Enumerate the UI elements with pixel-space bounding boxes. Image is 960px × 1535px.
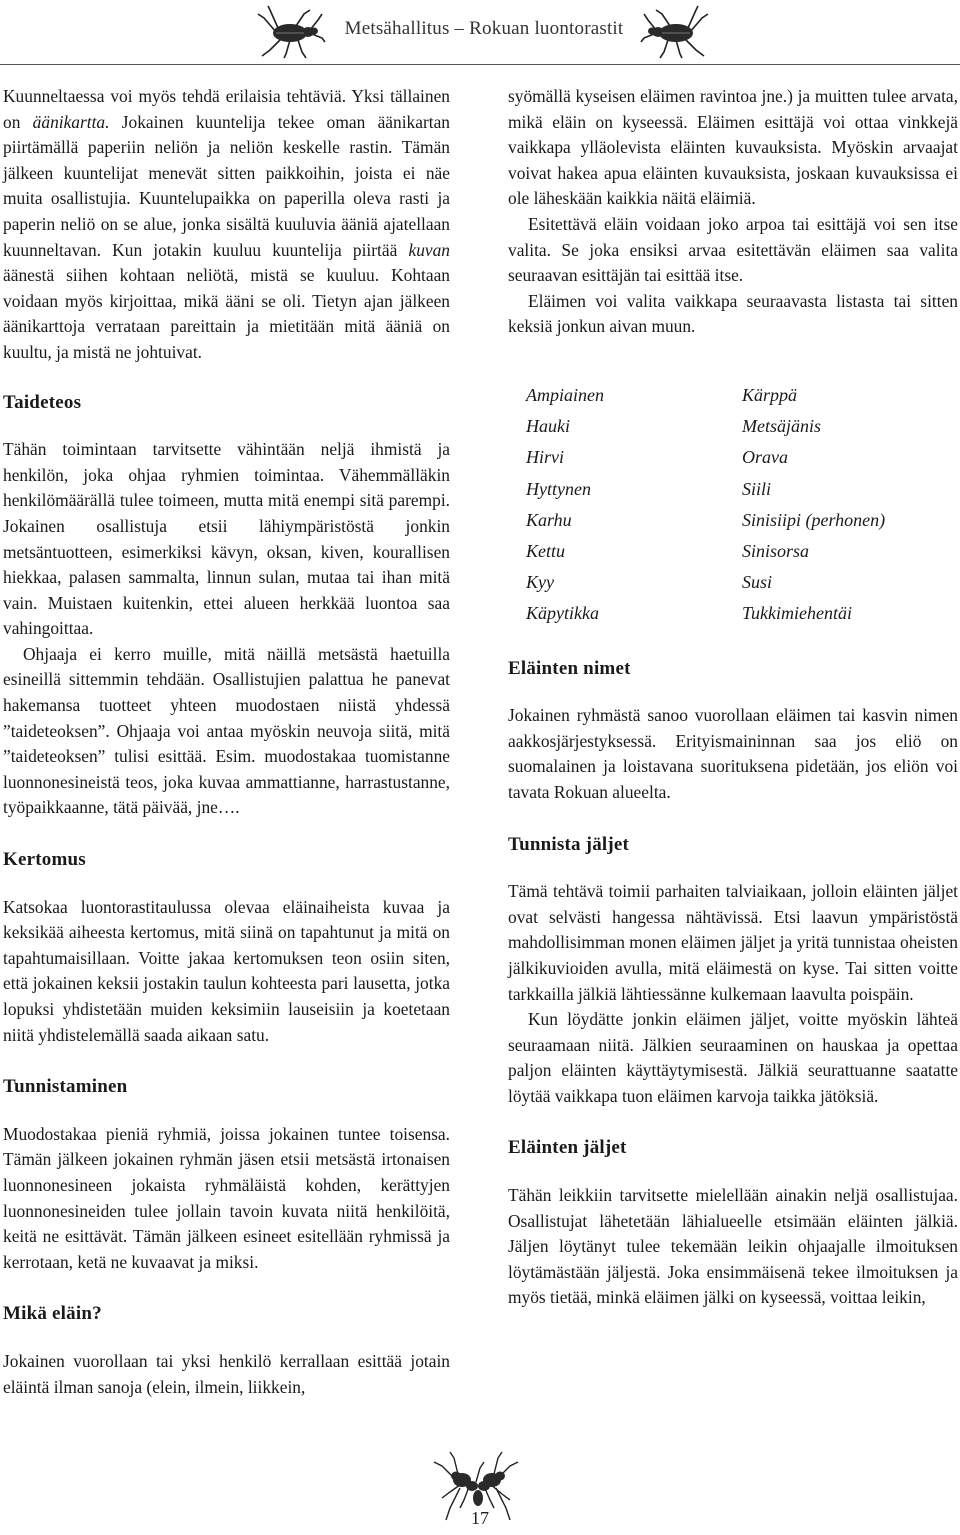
list-item: Siili [742,478,772,499]
continuation-paragraph-2: Esitettävä eläin voidaan joko arpoa tai esittäjä voi sen itse valita. Se joka ensiksi arvaa esitettävän eläimen saa valita seuraavan esittäjän tai esittää itse. [508,213,958,286]
list-item: Hirvi [526,447,564,468]
list-item: Tukkimiehentäi [742,603,852,624]
animal-list [526,380,958,630]
taideteos-paragraph-2: Ohjaaja ei kerro muille, mitä näillä metsästä haetuilla esineillä sittemmin tehdään. Osallistujien palattua he panevat hakemansa tuotteet yhteen muodostaen niistä yhdessä ”taideteoksen”. Ohjaaja voi antaa myöskin neuvoja siitä, mitä ”taideteoksen” tulisi esittää. Esim. muodostakaa tuomistanne luonnonesineistä teos, joka kuvaa ammattianne, harrastustanne, työpaikkaanne, tätä päivää, jne…. [3,643,450,818]
intro-emphasis-aanikartta: äänikartta. [32,111,110,132]
intro-paragraph [3,84,450,366]
heading-elainten-nimet: Eläinten nimet [508,657,631,679]
list-item: Kärppä [742,384,798,405]
list-item: Karhu [526,509,572,530]
list-item: Hyttynen [526,478,591,499]
animal-list-column-2 [742,380,958,630]
list-item: Sinisorsa [742,540,810,561]
heading-elainten-jaljet: Eläinten jäljet [508,1137,627,1159]
intro-text-1: Kuunneltaessa voi myös tehdä erilaisia tehtäviä. Yksi tällainen on [3,86,450,132]
heading-mika-elain: Mikä eläin? [3,1303,102,1325]
list-item: Kyy [526,572,554,593]
mika-elain-paragraph: Jokainen vuorollaan tai yksi henkilö kerrallaan esittää jotain eläintä ilman sanoja (elein, ilmein, liikkein, [3,1350,450,1397]
left-column [3,84,450,1400]
continuation-paragraph-1: syömällä kyseisen eläimen ravintoa jne.) ja muitten tulee arvata, mikä eläin on kyseessä. Eläimen esittäjä voi ottaa vinkkejä vaikkapa ylläolevista eläinten kuvauksista. Myöskin arvaajat voivat hakea apua eläinten kuvauksista, joskaan kuvauksissa ei ole läheskään kaikkia näitä eläimiä. [508,86,958,209]
beetle-icon [256,4,326,60]
list-item: Orava [742,447,788,468]
animal-list-column-1 [526,380,742,630]
page-header [0,0,960,68]
intro-emphasis-kuvan: kuvan [408,239,450,260]
elainten-jaljet-paragraph: Tähän leikkiin tarvitsette mielellään ainakin neljä osallistujaa. Osallistujat lähetetään lähialueelle etsimään eläinten jälkiä. Jäljen löytänyt tulee tekemään leikin ohjaajalle ilmoituksen löytämästään jäljestä. Joka ensimmäisenä tekee ilmoituksen ja myös tietää, minkä eläimen jälki on kyseessä, voittaa leikin, [508,1185,958,1308]
list-item: Kettu [526,540,565,561]
list-item: Metsäjänis [742,416,821,437]
intro-text-3: äänestä siihen kohtaan neliötä, mistä se kuuluu. Kohtaan voidaan myös kirjoittaa, mikä ääni se oli. Tietyn ajan jälkeen äänikarttoja verrataan pareittain ja mietitään mitä ääniä on kuultu, ja mistä ne johtuivat. [3,265,450,362]
tunnista-paragraph-2: Kun löydätte jonkin eläimen jäljet, voitte myöskin lähteä seuraamaan niitä. Jälkien seuraaminen on hauskaa ja opettaa paljon eläinten käyttäytymisestä. Jälkiä seurattuanne saatatte löytää vaikkapa tuon eläimen karvoja taikka jätöksiä. [508,1009,958,1106]
header-title: Metsähallitus – Rokuan luontorastit [344,18,624,39]
heading-taideteos: Taideteos [3,391,82,413]
heading-tunnistaminen: Tunnistaminen [3,1076,128,1098]
elainten-nimet-paragraph: Jokainen ryhmästä sanoo vuorollaan eläimen tai kasvin nimen aakkosjärjestyksessä. Erityismaininnan saa jos eliö on suomalainen ja loistavana suorituksena pidetään, jos eliön voi tavata Rokuan alueelta. [508,705,958,802]
tunnista-paragraph-1: Tämä tehtävä toimii parhaiten talviaikaan, jolloin eläinten jäljet ovat selvästi hangessa nähtävissä. Etsi laavun ympäristöstä mahdollisimman monen eläimen jäljet ja yritä tunnistaa oheisten jälkikuvioiden avulla, mitä eläimestä on kyse. Tai sitten voitte tarkkailla jälkiä lähtiessänne kulkemaan laavulta poispäin. [508,881,958,1004]
intro-text-2: Jokainen kuuntelija tekee oman äänikartan piirtämällä paperiin neliön ja neliön keskelle rastin. Tämän jälkeen kuuntelijat menevät sitten paikkoihin, joista ei näe muita osallistujia. Kuuntelupaikka on paperilla oleva rasti ja paperin neliö on se alue, jonka sisältä kuuluvia ääniä ajatellaan kuunneltavan. Kun jotakin kuuluu kuuntelija piirtää [3,111,450,260]
list-item: Hauki [526,416,570,437]
page-number: 17 [471,1508,489,1528]
list-item: Käpytikka [526,603,599,624]
tunnistaminen-paragraph: Muodostakaa pieniä ryhmiä, joissa jokainen tuntee toisensa. Tämän jälkeen jokainen ryhmän jäsen etsii metsästä irtonaisen luonnonesineen jokaista ryhmäläistä kohden, kerättyjen luonnonesineiden tulee jollain tavoin kuvata niitä henkilöitä, keitä ne esittävät. Tämän jälkeen esineet esitellään ryhmissä ja kerrotaan, ketä ne kuvaavat ja miksi. [3,1123,450,1272]
right-column [508,84,958,1311]
taideteos-paragraph-1: Tähän toimintaan tarvitsette vähintään neljä ihmistä ja henkilön, joka ohjaa ryhmien toimintaa. Vähemmälläkin henkilömäärällä tulee toimeen, mutta mitä enempi sitä parempi. Jokainen osallistuja etsii lähiympäristöstä jonkin metsäntuotteen, esimerkiksi kävyn, oksan, kiven, kourallisen hiekkaa, palasen sammalta, linnun sulan, mutaa tai ihan mitä vain. Muistaen kuitenkin, ettei alueen herkkää luontoa saa vahingoittaa. [3,439,450,639]
list-item: Ampiainen [526,384,604,405]
beetle-icon [640,4,710,60]
list-item: Sinisiipi (perhonen) [742,509,886,530]
heading-tunnista-jaljet: Tunnista jäljet [508,833,630,855]
heading-kertomus: Kertomus [3,849,86,871]
list-item: Susi [742,572,773,593]
continuation-paragraph-3: Eläimen voi valita vaikkapa seuraavasta listasta tai sitten keksiä jonkun aivan muun. [508,290,958,337]
header-rule [0,64,960,65]
kertomus-paragraph: Katsokaa luontorastitaulussa olevaa eläinaiheista kuvaa ja keksikää aiheesta kertomus, mitä siinä on tapahtunut ja mitä on tapahtumaisillaan. Voitte jakaa kertomuksen teon osiin siten, että jokainen keksii jostakin taulun kohteesta pari lausetta, jotka lopuksi yhdistetään muiden keksimiin lauseisiin ja koetetaan niitä yhdistelemällä saada aikaan satu. [3,896,450,1045]
